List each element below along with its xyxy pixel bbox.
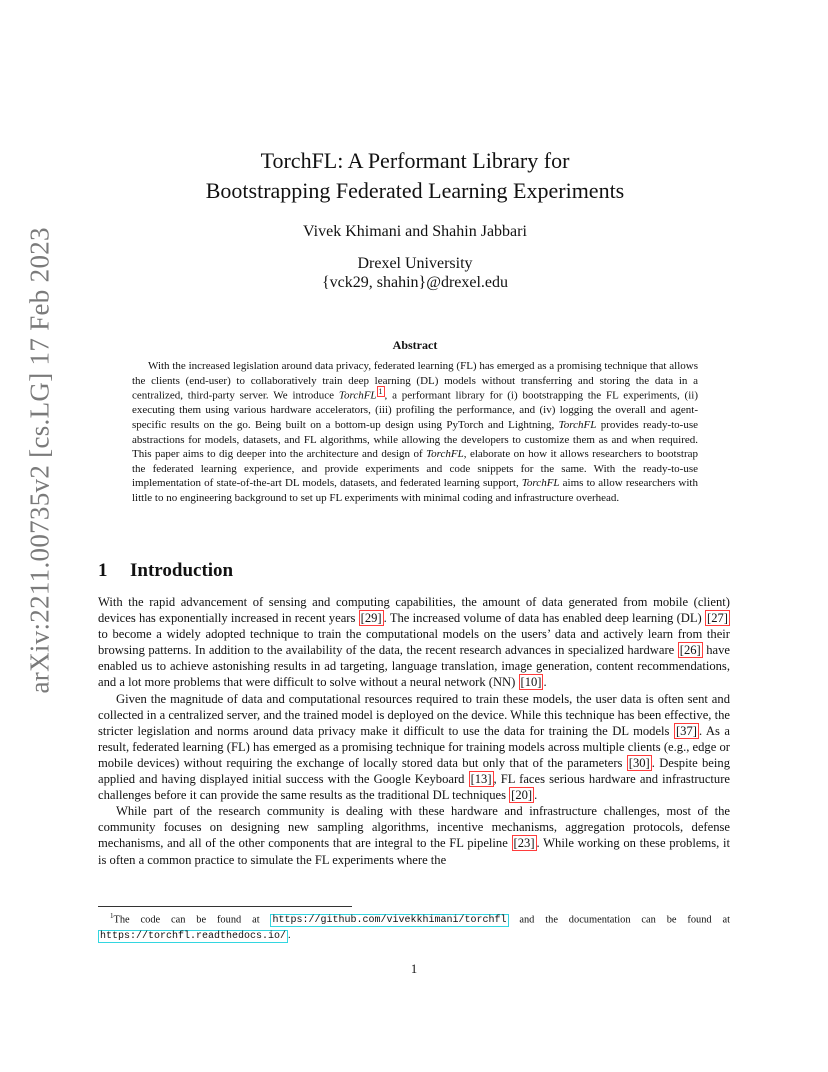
abstract-text — [132, 359, 698, 506]
abstract-segment: With the increased legislation around data privacy, federated learning (FL) has emerged as a promising technique that allows the clients (end-user) to collaboratively train deep learning (DL) models without transferring and storing the data in a centralized, third-party server. We introduce — [132, 360, 698, 402]
citation-link-10[interactable]: [10] — [520, 675, 542, 690]
section-title: Introduction — [130, 560, 234, 581]
footnote — [98, 909, 730, 944]
citation-link-27[interactable]: [27] — [707, 611, 728, 626]
library-name: TorchFL — [338, 389, 377, 402]
github-link[interactable]: https://github.com/vivekkhimani/torchfl — [272, 915, 507, 927]
text-segment: . While working on these problems, it is often a common practice to simulate the FL experiments where the — [98, 836, 730, 867]
citation-link-30[interactable]: [30] — [628, 755, 650, 770]
footnote-number: 1 — [110, 912, 114, 920]
arxiv-identifier: arXiv:2211.00735v2 [cs.LG] 17 Feb 2023 — [24, 227, 55, 694]
text-segment: . As a result, federated learning (FL) has emerged as a promising technique for training models across multiple clients (e.g., edge or mobile devices) without requiring the exchange of locally stored data but only that of the parameters — [98, 723, 730, 770]
title-line-2: Bootstrapping Federated Learning Experiments — [205, 178, 625, 203]
page-number: 1 — [410, 962, 418, 976]
citation-link-29[interactable]: [29] — [360, 611, 382, 626]
docs-link[interactable]: https://torchfl.readthedocs.io/ — [100, 931, 287, 943]
citation-link-20[interactable]: [20] — [511, 788, 533, 803]
text-segment: to become a widely adopted technique to train the computational models on the users’ data and actively learn from their browsing patterns. In addition to the availability of the data, the recent research advances in specialized hardware — [98, 627, 730, 658]
text-segment: have enabled us to achieve astonishing results in ad targeting, language translation, image generation, content recommendations, and a lot more problems that were difficult to solve without a neural network (NN) — [98, 643, 731, 690]
paper-title — [100, 146, 730, 206]
citation-link-37[interactable]: [37] — [675, 723, 697, 738]
abstract-segment: , a performant library for (i) bootstrapping the FL experiments, (ii) executing them using various hardware accelerators, (iii) profiling the performance, and (iv) logging the overall and agent-specific results on the go. Being built on a bottom-up design using PyTorch and Lightning, — [132, 389, 698, 432]
citation-link-26[interactable]: [26] — [679, 643, 701, 658]
text-segment: Given the magnitude of data and computational resources required to train these models, the user data is often sent and collected in a centralized server, and the trained model is deployed on the device. While this technique has been effective, the stricter legislation and norms around data privacy make it difficult to use the data for training the DL models — [98, 691, 730, 738]
citation-link-23[interactable]: [23] — [513, 836, 535, 851]
text-segment: With the rapid advancement of sensing and computing capabilities, the amount of data generated from mobile (client) devices has exponentially increased in recent years — [98, 595, 730, 626]
text-segment: , FL faces serious hardware and infrastructure challenges before it can provide the same results as the traditional DL techniques — [98, 772, 730, 803]
text-segment: . The increased volume of data has enabled deep learning (DL) — [383, 611, 706, 626]
intro-paragraph-1 — [98, 594, 730, 691]
section-heading-introduction — [98, 560, 233, 582]
footnote-text: The code can be found at — [113, 914, 271, 926]
footnote-text: . — [288, 930, 291, 942]
author-emails: {vck29, shahin}@drexel.edu — [321, 274, 509, 291]
footnote-divider — [98, 906, 352, 907]
intro-paragraph-3 — [98, 803, 730, 867]
library-name: TorchFL — [426, 448, 464, 461]
intro-paragraph-2 — [98, 691, 730, 804]
abstract-heading: Abstract — [392, 338, 438, 352]
abstract-segment: , elaborate on how it allows researchers to bootstrap the federated learning experience, and provide experiments and code snippets for the same. With the ready-to-use implementation of state-of-the-art DL models, datasets, and federated learning support, — [132, 448, 698, 490]
library-name: TorchFL — [558, 419, 597, 432]
footnote-ref-link[interactable]: 1 — [378, 387, 383, 397]
text-segment: . — [543, 675, 547, 690]
affiliation-block — [100, 254, 730, 292]
introduction-body — [98, 594, 730, 868]
abstract-segment: provides ready-to-use abstractions for models, datasets, and FL algorithms, while allowing the developers to customize them as and when required. This paper aims to dig deeper into the architecture and design of — [132, 419, 698, 461]
citation-link-13[interactable]: [13] — [470, 772, 492, 787]
affiliation: Drexel University — [357, 255, 473, 272]
text-segment: . Despite being applied and having displayed initial success with the Google Keyboard — [98, 755, 730, 787]
section-number: 1 — [98, 560, 108, 581]
title-line-1: TorchFL: A Performant Library for — [260, 148, 570, 173]
text-segment: While part of the research community is dealing with these hardware and infrastructure challenges, most of the community focuses on designing new sampling algorithms, incentive mechanisms, aggregation protocols, defense mechanisms, and all of the other components that are integral to the FL pipeline — [98, 804, 730, 851]
text-segment: . — [534, 788, 538, 803]
abstract-segment: aims to allow researchers with little to no engineering background to set up FL experiments with minimal coding and infrastructure overhead. — [132, 477, 698, 504]
library-name: TorchFL — [521, 477, 560, 490]
author-list: Vivek Khimani and Shahin Jabbari — [303, 223, 527, 240]
footnote-text: and the documentation can be found at — [508, 914, 730, 926]
